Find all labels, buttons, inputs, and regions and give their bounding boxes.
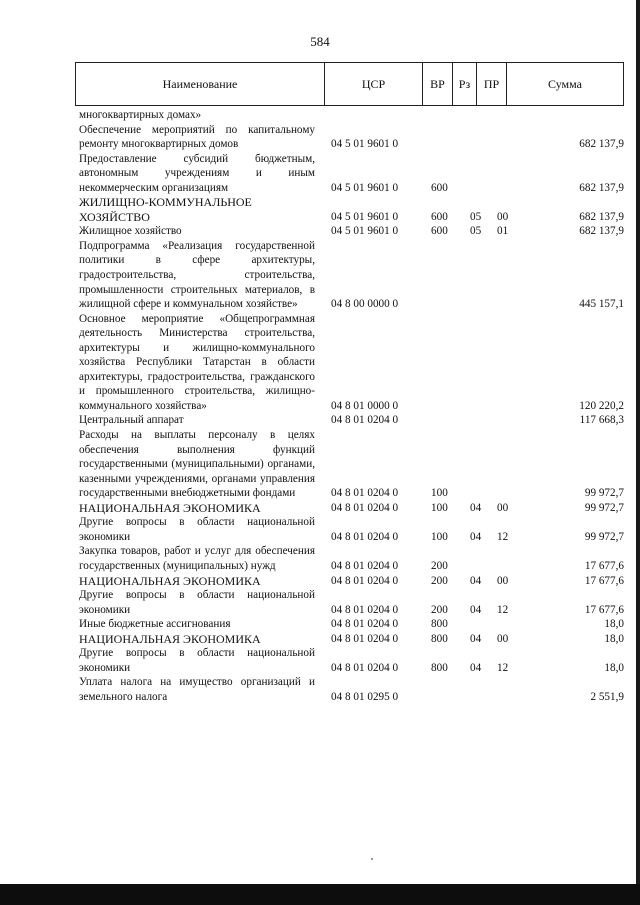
table-row	[79, 501, 624, 516]
table-row	[79, 574, 624, 589]
row-vr: 100	[431, 487, 448, 500]
row-vr: 800	[431, 632, 448, 645]
row-sum: 18,0	[604, 661, 624, 674]
row-vr: 600	[431, 210, 448, 223]
row-csr: 04 5 01 9601 0	[331, 225, 399, 238]
row-sum: 2 551,9	[590, 690, 624, 703]
row-rz: 04	[470, 574, 482, 587]
row-vr: 800	[431, 618, 448, 631]
row-csr: 04 8 01 0204 0	[331, 530, 399, 543]
table-row	[79, 515, 624, 544]
row-sum: 682 137,9	[579, 210, 624, 223]
row-name: НАЦИОНАЛЬНАЯ ЭКОНОМИКА	[79, 500, 261, 515]
row-sum: 117 668,3	[579, 414, 624, 427]
row-csr: 04 8 00 0000 0	[331, 298, 399, 311]
row-csr: 04 8 01 0204 0	[331, 501, 399, 514]
row-sum: 17 677,6	[584, 603, 624, 616]
table-row	[79, 224, 624, 239]
row-rz: 04	[470, 501, 482, 514]
row-pr: 12	[497, 661, 509, 674]
table-row	[79, 617, 624, 632]
table-header	[75, 62, 624, 106]
row-vr: 200	[431, 559, 448, 572]
header-csr: ЦСР	[325, 63, 423, 105]
scan-edge-right	[636, 0, 640, 884]
row-name: ЖИЛИЩНО-КОММУНАЛЬНОЕ ХОЗЯЙСТВО	[79, 195, 252, 224]
row-name: Центральный аппарат	[79, 414, 184, 427]
row-csr: 04 8 01 0204 0	[331, 559, 399, 572]
row-csr: 04 8 01 0000 0	[331, 399, 399, 412]
header-name: Наименование	[76, 63, 325, 105]
scan-speck	[371, 858, 373, 860]
row-pr: 01	[497, 225, 509, 238]
row-pr: 12	[497, 603, 509, 616]
header-sum: Сумма	[548, 77, 582, 91]
row-name: многоквартирных домах»	[79, 109, 202, 121]
row-rz: 04	[470, 632, 482, 645]
header-rz: Рз	[453, 63, 477, 105]
row-rz: 04	[470, 661, 482, 674]
table-row	[79, 195, 624, 224]
row-name: Другие вопросы в области национальной экономики	[79, 589, 315, 616]
row-vr: 200	[431, 574, 448, 587]
row-pr: 00	[497, 210, 509, 223]
row-sum: 445 157,1	[579, 298, 624, 311]
table-row	[79, 123, 624, 152]
table-row	[79, 152, 624, 196]
row-name: Обеспечение мероприятий по капитальному ремонту многоквартирных домов	[79, 123, 315, 151]
table-row	[79, 428, 624, 501]
header-pr: ПР	[477, 63, 507, 105]
row-csr: 04 8 01 0295 0	[331, 690, 399, 703]
row-vr: 200	[431, 603, 448, 616]
row-name: Уплата налога на имущество организаций и земельного налога	[79, 676, 315, 703]
row-name: Иные бюджетные ассигнования	[79, 618, 231, 631]
row-csr: 04 5 01 9601 0	[331, 210, 399, 223]
row-vr: 600	[431, 225, 448, 238]
table-row	[79, 544, 624, 573]
row-pr: 00	[497, 574, 509, 587]
row-sum: 120 220,2	[579, 399, 624, 412]
row-sum: 99 972,7	[584, 501, 624, 514]
header-vr: ВР	[423, 63, 453, 105]
row-name: НАЦИОНАЛЬНАЯ ЭКОНОМИКА	[79, 573, 261, 588]
row-pr: 00	[497, 632, 509, 645]
row-name: Основное мероприятие «Общепрограммная деятельность Министерства строительства, архитектуры и жилищно-коммунального хозяйства Республики Татарстан в области архитектуры, градостроительства, гражданского и промышленного строительства, жилищно-коммунального хозяйства»	[79, 312, 315, 412]
row-pr: 12	[497, 530, 509, 543]
row-csr: 04 8 01 0204 0	[331, 632, 399, 645]
row-name: Жилищное хозяйство	[79, 225, 182, 238]
scan-edge-bottom	[0, 884, 640, 905]
row-vr: 800	[431, 661, 448, 674]
row-sum: 18,0	[604, 632, 624, 645]
row-vr: 600	[431, 181, 448, 194]
row-csr: 04 8 01 0204 0	[331, 618, 399, 631]
table-body	[79, 108, 624, 704]
row-csr: 04 8 01 0204 0	[331, 487, 399, 500]
row-csr: 04 8 01 0204 0	[331, 661, 399, 674]
row-sum: 99 972,7	[584, 487, 624, 500]
row-name: Расходы на выплаты персоналу в целях обеспечения выполнения функций государственными (муниципальными) органами, казенными учреждениями, органами управления государственными внебюджетными фондами	[79, 429, 315, 500]
table-row	[79, 312, 624, 414]
row-rz: 04	[470, 603, 482, 616]
row-rz: 05	[470, 225, 482, 238]
row-vr: 100	[431, 501, 448, 514]
table-row	[79, 675, 624, 704]
row-csr: 04 5 01 9601 0	[331, 181, 399, 194]
row-csr: 04 8 01 0204 0	[331, 414, 399, 427]
row-sum: 18,0	[604, 618, 624, 631]
row-rz: 04	[470, 530, 482, 543]
row-sum: 682 137,9	[579, 181, 624, 194]
row-name: Другие вопросы в области национальной экономики	[79, 516, 315, 543]
row-rz: 05	[470, 210, 482, 223]
row-sum: 682 137,9	[579, 138, 624, 151]
row-sum: 682 137,9	[579, 225, 624, 238]
row-csr: 04 5 01 9601 0	[331, 138, 399, 151]
table-row	[79, 632, 624, 647]
table-row	[79, 646, 624, 675]
table-row	[79, 239, 624, 312]
row-name: Закупка товаров, работ и услуг для обеспечения государственных (муниципальных) нужд	[79, 545, 315, 572]
row-pr: 00	[497, 501, 509, 514]
row-csr: 04 8 01 0204 0	[331, 574, 399, 587]
row-name: Другие вопросы в области национальной экономики	[79, 647, 315, 674]
row-name: Предоставление субсидий бюджетным, автономным учреждениям и иным некоммерческим организациям	[79, 152, 315, 194]
row-name: НАЦИОНАЛЬНАЯ ЭКОНОМИКА	[79, 631, 261, 646]
table-row	[79, 588, 624, 617]
row-sum: 99 972,7	[584, 530, 624, 543]
page-number: 584	[310, 34, 330, 49]
table-row	[79, 108, 624, 123]
row-vr: 100	[431, 530, 448, 543]
row-name: Подпрограмма «Реализация государственной политики в сфере архитектуры, градостроительства, строительства, промышленности строительных материалов, в жилищной сфере и коммунальном хозяйстве»	[79, 239, 315, 311]
row-sum: 17 677,6	[584, 574, 624, 587]
row-sum: 17 677,6	[584, 559, 624, 572]
row-csr: 04 8 01 0204 0	[331, 603, 399, 616]
table-row	[79, 413, 624, 428]
